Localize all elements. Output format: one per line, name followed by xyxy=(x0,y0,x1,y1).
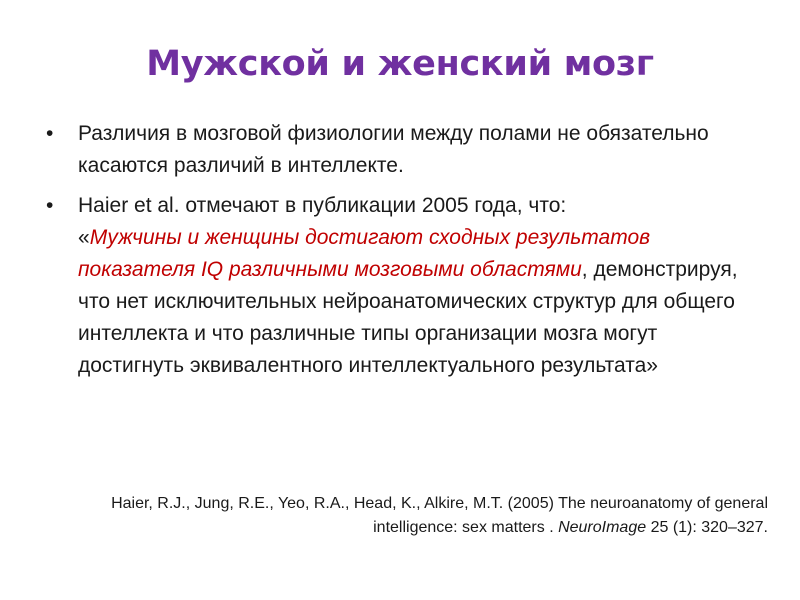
reference-citation xyxy=(68,492,768,540)
bullet-intro: Haier et al. отмечают в публикации 2005 года, что: xyxy=(78,194,567,217)
reference-volume-pages: 25 (1): 320–327. xyxy=(646,519,768,536)
reference-authors-title: Haier, R.J., Jung, R.E., Yeo, R.A., Head, K., Alkire, M.T. (2005) The neuroanatomy of general intelligence: sex matters . xyxy=(111,495,768,536)
bullet-text: Различия в мозговой физиологии между полами не обязательно касаются различий в интеллекте. xyxy=(78,122,709,177)
slide-title: Мужской и женский мозг xyxy=(146,44,654,84)
reference-journal: NeuroImage xyxy=(558,519,647,536)
bullet-list xyxy=(46,118,766,390)
open-quote: « xyxy=(78,226,90,249)
bullet-dot-icon: • xyxy=(46,122,54,145)
close-quote: » xyxy=(646,354,658,377)
bullet-dot-icon: • xyxy=(46,194,54,217)
quote-rest: , демонстрируя, что нет исключительных нейроанатомических структур для общего интеллекта и что различные типы организации мозга могут достигнуть эквивалентного интеллектуального результата xyxy=(78,258,738,377)
quote-highlight: Мужчины и женщины достигают сходных результатов показателя IQ различными мозговыми областями xyxy=(78,226,651,281)
bullet-item xyxy=(46,190,766,382)
bullet-item xyxy=(46,118,766,182)
